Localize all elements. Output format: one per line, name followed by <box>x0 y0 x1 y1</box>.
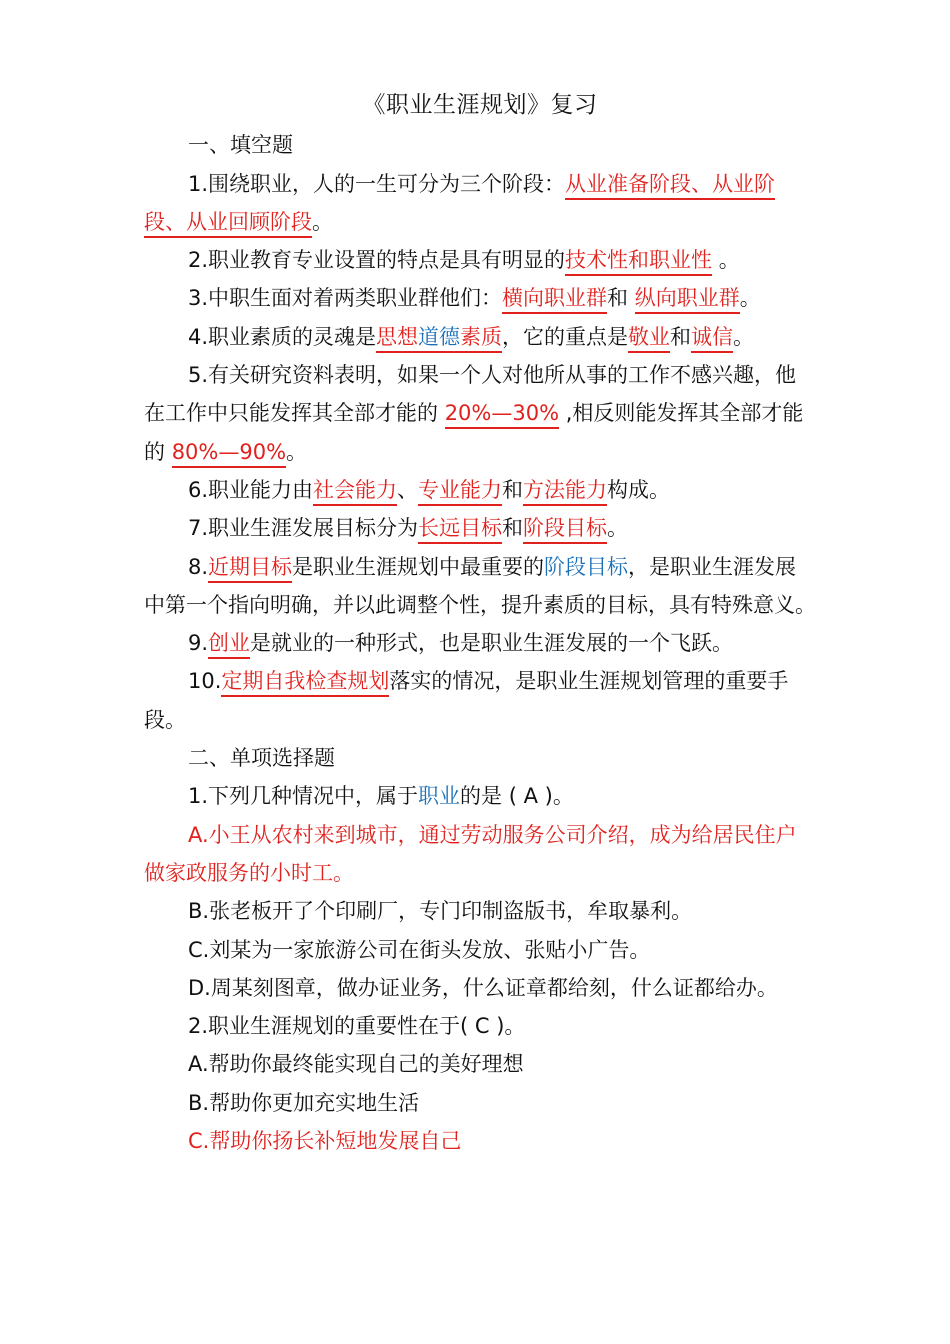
section-heading-single-choice: 二、单项选择题 <box>188 746 335 771</box>
answer-text: 社会能力 <box>313 478 397 506</box>
document-page <box>144 86 816 1160</box>
question-4 <box>144 318 816 356</box>
answer-text: 创业 <box>208 631 250 659</box>
answer-text: 20%—30% <box>445 401 559 429</box>
question-text: 是就业的一种形式，也是职业生涯发展的一个飞跃。 <box>250 631 734 656</box>
choice-option: D.周某刻图章，做办证业务，什么证章都给刻，什么证都给办。 <box>188 975 778 1000</box>
question-text: 。 <box>712 248 740 273</box>
question-text: 是职业生涯规划中最重要的 <box>292 554 545 579</box>
question-7 <box>144 509 816 547</box>
answer-text: 从业准备阶段、从业阶段、从业回顾阶段 <box>144 172 775 238</box>
answer-text: 诚信 <box>691 325 733 353</box>
answer-text: 80%—90% <box>172 440 286 468</box>
question-text: 1.下列几种情况中，属于 <box>188 784 419 809</box>
answer-text: 敬业 <box>628 325 670 353</box>
question-text: 的是 ( A )。 <box>460 784 574 809</box>
keyword-text: 职业 <box>418 784 461 809</box>
question-text: 7.职业生涯发展目标分为 <box>188 516 419 541</box>
question-text: 构成。 <box>607 477 671 502</box>
choice-option: A.帮助你最终能实现自己的美好理想 <box>188 1052 524 1077</box>
question-text: 。 <box>286 439 308 464</box>
question-2 <box>144 241 816 279</box>
question-text: 2.职业教育专业设置的特点是具有明显的 <box>188 248 566 273</box>
keyword-text: 阶段目标 <box>544 554 629 579</box>
question-text: 4.职业素质的灵魂是 <box>188 324 377 349</box>
question-9 <box>144 624 816 662</box>
answer-group <box>376 325 502 353</box>
question-text: 。 <box>739 286 761 311</box>
section-heading-fill-blank: 一、填空题 <box>188 133 293 158</box>
question-6 <box>144 471 816 509</box>
question-text: 9. <box>188 631 209 656</box>
question-text: 和 <box>670 324 692 349</box>
question-text: 8. <box>188 554 209 579</box>
answer-text: 长远目标 <box>418 516 502 544</box>
answer-text: 横向职业群 <box>502 286 607 314</box>
question-text: 和 <box>502 477 524 502</box>
answer-text: 阶段目标 <box>523 516 607 544</box>
question-3 <box>144 279 816 317</box>
question-text: 和 <box>607 286 635 311</box>
answer-text: 技术性和职业性 <box>565 248 712 276</box>
question-8 <box>144 548 816 625</box>
question-text: 10. <box>188 669 222 694</box>
choice-option: B.张老板开了个印刷厂，专门印制盗版书，牟取暴利。 <box>188 899 693 924</box>
question-text: 6.职业能力由 <box>188 477 314 502</box>
question-text: 和 <box>502 516 524 541</box>
question-text: ，是职业生涯发展中第一个指向明确，并以此调整个性，提升素质的目标，具有特殊意义。 <box>144 554 816 617</box>
question-text: 3.中职生面对着两类职业群他们： <box>188 286 503 311</box>
choice-option-correct: A.小王从农村来到城市，通过劳动服务公司介绍，成为给居民住户做家政服务的小时工。 <box>144 822 797 885</box>
question-text: 。 <box>607 516 629 541</box>
answer-text: 定期自我检查规划 <box>221 669 389 697</box>
choice-question-1 <box>144 777 816 815</box>
question-text: 1.围绕职业，人的一生可分为三个阶段： <box>188 171 566 196</box>
question-1 <box>144 165 816 242</box>
question-text: 。 <box>733 324 755 349</box>
answer-text: 方法能力 <box>523 478 607 506</box>
choice-question-2: 2.职业生涯规划的重要性在于( C )。 <box>188 1014 526 1039</box>
choice-option: B.帮助你更加充实地生活 <box>188 1090 420 1115</box>
question-text: ，它的重点是 <box>502 324 629 349</box>
keyword-text: 道德 <box>418 324 461 349</box>
question-5 <box>144 356 816 471</box>
question-text: 、 <box>397 477 419 502</box>
answer-text: 素质 <box>460 324 503 349</box>
question-text: 。 <box>312 209 333 234</box>
question-text: 落实的情况，是职业生涯规划管理的重要手段。 <box>144 669 789 732</box>
document-title: 《职业生涯规划》复习 <box>362 92 598 118</box>
question-text: 5.有关研究资料表明，如果一个人对他所从事的工作不感兴趣，他在工作中只能发挥其全部才能的 <box>144 363 797 426</box>
question-10 <box>144 662 816 739</box>
choice-option: C.刘某为一家旅游公司在街头发放、张贴小广告。 <box>188 937 651 962</box>
answer-text: 思想 <box>376 324 419 349</box>
choice-option-correct: C.帮助你扬长补短地发展自己 <box>188 1129 462 1154</box>
question-text: ,相反则能发挥其全部才能的 <box>144 401 804 464</box>
answer-text: 近期目标 <box>208 555 292 583</box>
answer-text: 专业能力 <box>418 478 502 506</box>
answer-text: 纵向职业群 <box>635 286 740 314</box>
